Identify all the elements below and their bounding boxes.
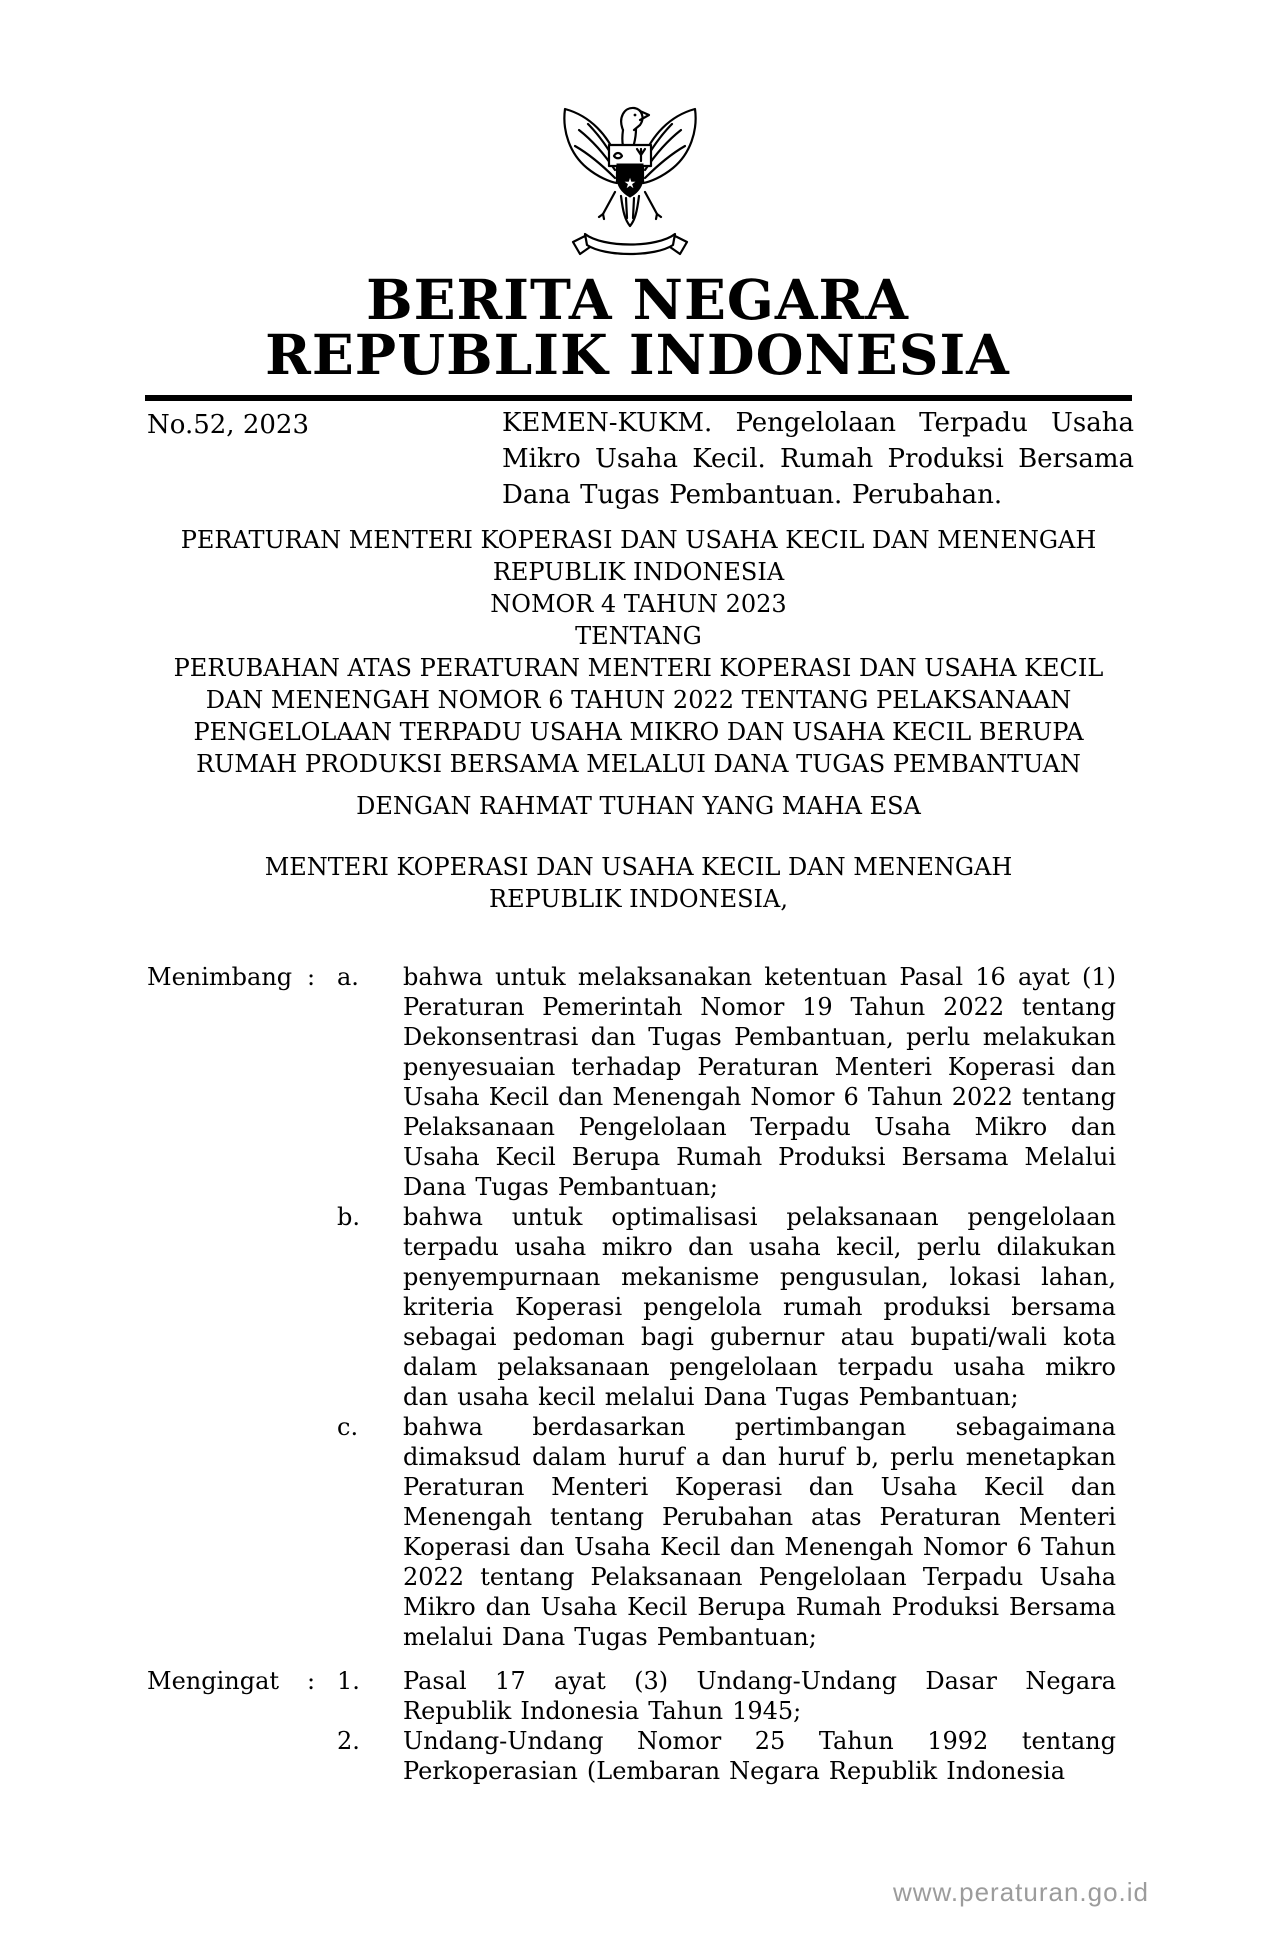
garuda-pancasila-emblem <box>555 98 705 263</box>
item-text: Undang-Undang Nomor 25 Tahun 1992 tentang Perkoperasian (Lembaran Negara Republik Indonesia <box>403 1727 1116 1785</box>
item-marker: b. <box>337 1203 360 1231</box>
gazette-subject-abstract: KEMEN-KUKM. Pengelolaan Terpadu Usaha Mikro Usaha Kecil. Rumah Produksi Bersama Dana Tugas Pembantuan. Perubahan. <box>502 408 1134 510</box>
clause-items <box>337 1666 1116 1786</box>
footer-website: www.peraturan.go.id <box>893 1877 1150 1907</box>
legal-basis-item <box>337 1726 1116 1786</box>
regulation-title-line: RUMAH PRODUKSI BERSAMA MELALUI DANA TUGAS PEMBANTUAN <box>196 750 1081 778</box>
gazette-subtitle: REPUBLIK INDONESIA <box>265 322 1010 387</box>
item-text: Pasal 17 ayat (3) Undang-Undang Dasar Negara Republik Indonesia Tahun 1945; <box>403 1667 1116 1725</box>
regulation-title-line: TENTANG <box>575 622 702 650</box>
officiant-line: REPUBLIK INDONESIA, <box>489 885 788 913</box>
regulation-title-line: PERUBAHAN ATAS PERATURAN MENTERI KOPERASI DAN USAHA KECIL <box>173 654 1104 682</box>
divine-grace-motto: DENGAN RAHMAT TUHAN YANG MAHA ESA <box>356 792 921 820</box>
clause-label: Mengingat <box>147 1667 280 1695</box>
gazette-title: BERITA NEGARA <box>366 267 909 332</box>
regulation-title-line: DAN MENENGAH NOMOR 6 TAHUN 2022 TENTANG PELAKSANAAN <box>205 686 1072 714</box>
regulation-title-line: NOMOR 4 TAHUN 2023 <box>490 590 787 618</box>
regulation-title-line: PENGELOLAAN TERPADU USAHA MIKRO DAN USAHA KECIL BERUPA <box>193 718 1084 746</box>
consideration-item <box>337 962 1116 1202</box>
item-text: bahwa untuk melaksanakan ketentuan Pasal 16 ayat (1) Peraturan Pemerintah Nomor 19 Tahun 2022 tentang Dekonsentrasi dan Tugas Pembantuan, perlu melakukan penyesuaian terhadap Peraturan Menteri Koperasi dan Usaha Kecil dan Menengah Nomor 6 Tahun 2022 tentang Pelaksanaan Pengelolaan Terpadu Usaha Mikro dan Usaha Kecil Berupa Rumah Produksi Bersama Melalui Dana Tugas Pembantuan; <box>403 963 1116 1201</box>
regulation-title <box>145 524 1132 780</box>
masthead-divider-rule <box>145 395 1132 401</box>
officiant-line: MENTERI KOPERASI DAN USAHA KECIL DAN MENENGAH <box>264 853 1013 881</box>
item-marker: 2. <box>337 1727 360 1755</box>
clause-colon: : <box>307 1667 316 1695</box>
item-marker: c. <box>337 1413 359 1441</box>
item-marker: 1. <box>337 1667 360 1695</box>
item-text: bahwa berdasarkan pertimbangan sebagaimana dimaksud dalam huruf a dan huruf b, perlu menetapkan Peraturan Menteri Koperasi dan Usaha Kecil dan Menengah tentang Perubahan atas Peraturan Menteri Koperasi dan Usaha Kecil dan Menengah Nomor 6 Tahun 2022 tentang Pelaksanaan Pengelolaan Terpadu Usaha Mikro dan Usaha Kecil Berupa Rumah Produksi Bersama melalui Dana Tugas Pembantuan; <box>403 1413 1116 1651</box>
item-marker: a. <box>337 963 359 991</box>
regulation-title-line: REPUBLIK INDONESIA <box>492 558 785 586</box>
clause-colon: : <box>307 963 316 991</box>
consideration-item <box>337 1412 1116 1652</box>
officiant-name <box>145 851 1132 915</box>
item-text: bahwa untuk optimalisasi pelaksanaan pengelolaan terpadu usaha mikro dan usaha kecil, perlu dilakukan penyempurnaan mekanisme pengusulan, lokasi lahan, kriteria Koperasi pengelola rumah produksi bersama sebagai pedoman bagi gubernur atau bupati/wali kota dalam pelaksanaan pengelolaan terpadu usaha mikro dan usaha kecil melalui Dana Tugas Pembantuan; <box>403 1203 1116 1411</box>
consideration-item <box>337 1202 1116 1412</box>
clause-menimbang <box>147 962 1116 1652</box>
clause-label: Menimbang <box>147 963 293 991</box>
legal-basis-item <box>337 1666 1116 1726</box>
gazette-edition-number: No.52, 2023 <box>147 410 309 440</box>
svg-text:★: ★ <box>623 176 637 192</box>
clause-mengingat <box>147 1666 1116 1786</box>
clause-items <box>337 962 1116 1652</box>
regulation-title-line: PERATURAN MENTERI KOPERASI DAN USAHA KECIL DAN MENENGAH <box>180 526 1097 554</box>
